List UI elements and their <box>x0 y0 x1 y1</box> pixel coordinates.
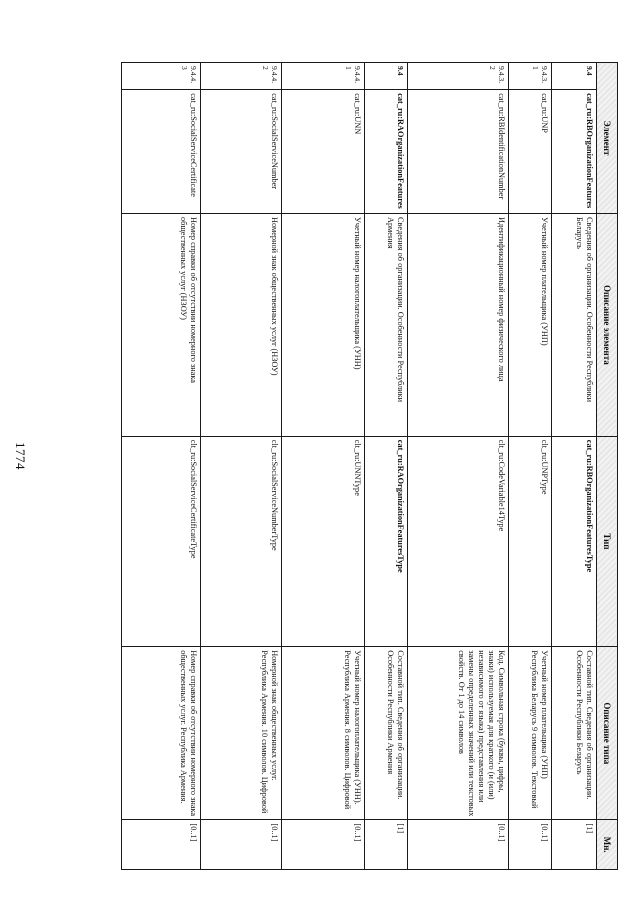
row-multiplicity: [0..1] <box>282 820 365 870</box>
row-multiplicity: [1] <box>365 820 408 870</box>
row-number: 9.4.3.2 <box>408 63 509 90</box>
table-row <box>282 63 365 870</box>
row-element: cat_ru:UNN <box>282 90 365 214</box>
row-type-description: Составной тип. Сведения об организации. Особенности Республики Беларусь <box>552 647 597 820</box>
header-multiplicity: Мн. <box>597 820 618 870</box>
row-multiplicity: [1] <box>552 820 597 870</box>
row-number: 9.4.4.1 <box>282 63 365 90</box>
row-type: clt_ru:SocialServiceNumberType <box>201 436 282 646</box>
row-number: 9.4.3.1 <box>509 63 552 90</box>
row-multiplicity: [0..1] <box>509 820 552 870</box>
page-number: 1774 <box>13 442 28 470</box>
header-element-description: Описание элемента <box>597 214 618 437</box>
row-type-description: Номер справки об отсутствии номерного знака общественных услуг. Республика Армения. <box>122 647 201 820</box>
row-description: Учетный номер плательщика (УНП) <box>509 214 552 437</box>
row-element: cat_ru:RBOrganizationFeatures <box>552 90 597 214</box>
row-number: 9.4.4.2 <box>201 63 282 90</box>
row-description: Сведения об организации. Особенности Республики Беларусь <box>552 214 597 437</box>
table-row <box>201 63 282 870</box>
row-type: clt_ru:SocialServiceCertificateType <box>122 436 201 646</box>
row-multiplicity: [0..1] <box>201 820 282 870</box>
table-row <box>122 63 201 870</box>
row-type-description: Код. Символьная строка (буквы, цифры, знаки) используемая для краткого (и (или) независимого от языка) представления или замены определенных значений или текстовых свойств. От 1 до 14 символов <box>408 647 509 820</box>
row-number: 9.4 <box>552 63 597 90</box>
row-type: clt_ru:UNPType <box>509 436 552 646</box>
row-element: cat_ru:UNP <box>509 90 552 214</box>
row-description: Идентификационный номер физического лица <box>408 214 509 437</box>
row-description: Номерной знак общественных услуг (НЗОУ) <box>201 214 282 437</box>
row-element: cat_ru:SocialServiceCertificate <box>122 90 201 214</box>
row-type-description: Номерной знак общественных услуг. Республика Армения. 10 символов. Цифровой <box>201 647 282 820</box>
row-element: cat_ru:RAOrganizationFeatures <box>365 90 408 214</box>
header-type-description: Описание типа <box>597 647 618 820</box>
elements-table <box>121 62 618 870</box>
row-type: clt_ru:UNNType <box>282 436 365 646</box>
row-description: Номер справки об отсутствии номерного знака общественных услуг (НЗОУ) <box>122 214 201 437</box>
header-element: Элемент <box>597 63 618 214</box>
row-type: clt_ru:CodeVariable14Type <box>408 436 509 646</box>
row-number: 9.4.4.3 <box>122 63 201 90</box>
row-element: cat_ru:RBIdentificationNumber <box>408 90 509 214</box>
table-row <box>365 63 408 870</box>
row-type-description: Учетный номер налогоплательщика (УНН). Республика Армения. 8 символов. Цифровой <box>282 647 365 820</box>
row-multiplicity: [0..1] <box>408 820 509 870</box>
table-row <box>509 63 552 870</box>
row-multiplicity: [0..1] <box>122 820 201 870</box>
table-header-row <box>597 63 618 870</box>
row-number: 9.4 <box>365 63 408 90</box>
row-description: Сведения об организации. Особенности Республики Армения <box>365 214 408 437</box>
row-description: Учетный номер налогоплательщика (УНН) <box>282 214 365 437</box>
table-row <box>408 63 509 870</box>
row-type: cat_ru:RBOrganizationFeaturesType <box>552 436 597 646</box>
row-type-description: Учетный номер плательщика (УНП) Республика Беларусь 9 символов. Текстовый <box>509 647 552 820</box>
rotated-table-container <box>88 62 618 870</box>
row-type-description: Составной тип. Сведения об организации. Особенности Республики Армения <box>365 647 408 820</box>
row-type: cat_ru:RAOrganizationFeaturesType <box>365 436 408 646</box>
header-type: Тип <box>597 436 618 646</box>
row-element: cat_ru:SocialServiceNumber <box>201 90 282 214</box>
table-row <box>552 63 597 870</box>
